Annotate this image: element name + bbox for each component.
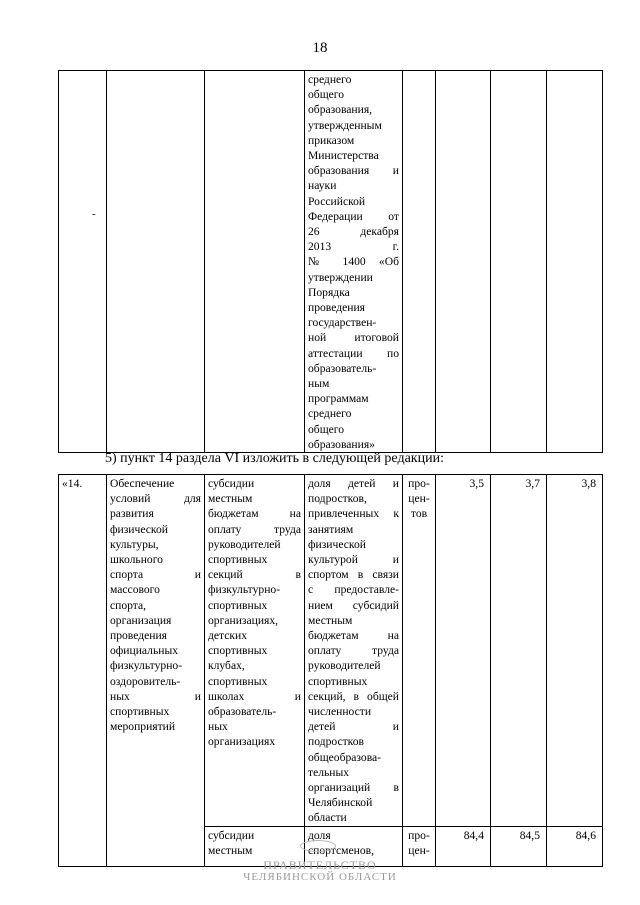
text-line: организациях, bbox=[208, 613, 279, 627]
text-line: руководителей bbox=[208, 537, 281, 551]
text-line: образователь- bbox=[208, 705, 277, 719]
text-line: физической bbox=[308, 537, 366, 551]
top-table-subsidy-cell bbox=[205, 71, 305, 453]
text-line: общего bbox=[308, 88, 345, 102]
text-line: организациях bbox=[208, 735, 276, 749]
page-number: 18 bbox=[312, 40, 328, 56]
text-line: субсидии bbox=[208, 477, 255, 490]
text-line: с предоставле- bbox=[308, 583, 399, 597]
text-line: местным bbox=[208, 492, 253, 506]
unit-cell bbox=[403, 475, 436, 827]
text-line: среднего bbox=[308, 407, 352, 421]
text-line: про- bbox=[408, 828, 430, 842]
text-line: государствен- bbox=[308, 316, 377, 330]
text-line: организаций в bbox=[308, 781, 399, 795]
text-line: ных bbox=[208, 720, 228, 734]
text-line: утвержденным bbox=[308, 118, 382, 132]
text-line: спортом в связи bbox=[308, 568, 399, 582]
text-line: секций, в общей bbox=[308, 689, 399, 703]
text-line: спортивных bbox=[208, 598, 268, 612]
text-line: развития bbox=[110, 507, 154, 521]
text-line: школьного bbox=[110, 553, 163, 567]
text-line: занятиям bbox=[308, 522, 354, 536]
text-line: среднего bbox=[308, 73, 352, 86]
value-cell bbox=[491, 475, 547, 827]
text-line: школах и bbox=[208, 689, 301, 703]
text-line: 26 декабря bbox=[308, 225, 399, 239]
text-line: физической bbox=[110, 522, 168, 536]
value: 84,6 bbox=[575, 828, 596, 842]
text-line: мероприятий bbox=[110, 720, 176, 734]
text-line: тельных bbox=[308, 765, 350, 779]
text-line: местным bbox=[308, 613, 353, 627]
text-line: спортивных bbox=[110, 705, 170, 719]
text-line: Федерации от bbox=[308, 209, 399, 223]
value-cell bbox=[436, 475, 491, 827]
top-table-unit-cell bbox=[403, 71, 436, 453]
text-line: субсидии bbox=[208, 828, 255, 842]
text-line: проведения bbox=[110, 629, 167, 643]
text-line: подростков bbox=[308, 735, 364, 749]
top-table-fragment bbox=[58, 70, 603, 453]
instruction-text: 5) пункт 14 раздела VI изложить в следующей редакции: bbox=[105, 451, 444, 466]
value: 3,7 bbox=[525, 477, 540, 490]
text-line: подростков, bbox=[308, 492, 367, 506]
text-line: оплату труда bbox=[308, 644, 399, 658]
text-line: местным bbox=[208, 843, 253, 857]
text-line: про- bbox=[408, 477, 430, 490]
text-line: официальных bbox=[110, 644, 179, 658]
text-line: области bbox=[308, 811, 347, 825]
text-line: спортивных bbox=[208, 553, 268, 567]
text-line: физкультурно- bbox=[208, 583, 281, 597]
text-line: № 1400 «Об bbox=[308, 255, 399, 269]
text-line: спортивных bbox=[208, 644, 268, 658]
text-line: секций в bbox=[208, 568, 301, 582]
top-table-indicator-cell bbox=[305, 71, 403, 453]
stamp-ring-icon bbox=[300, 840, 336, 852]
text-line: образования и bbox=[308, 164, 399, 178]
text-line: утверждении bbox=[308, 270, 373, 284]
text-line: образователь- bbox=[308, 361, 377, 375]
value-cell bbox=[547, 475, 603, 827]
value: 84,4 bbox=[463, 828, 484, 842]
text-line: приказом bbox=[308, 133, 355, 147]
text-line: нием субсидий bbox=[308, 598, 399, 612]
top-table-value-cell-3 bbox=[547, 71, 603, 453]
text-line: детских bbox=[208, 629, 248, 643]
text-line: детей и bbox=[308, 720, 399, 734]
top-table-number-cell bbox=[59, 71, 107, 453]
text-line: доля детей и bbox=[308, 477, 399, 490]
text-line: оплату труда bbox=[208, 522, 301, 536]
text-line: бюджетам на bbox=[308, 629, 399, 643]
value: 3,5 bbox=[469, 477, 484, 490]
value: 84,5 bbox=[519, 828, 540, 842]
top-table-task-cell bbox=[107, 71, 205, 453]
text-line: ным bbox=[308, 377, 330, 391]
text-line: Российской bbox=[308, 194, 366, 208]
text-line: общеобразова- bbox=[308, 750, 382, 764]
text-line: спорта и bbox=[110, 568, 201, 582]
text-line: цен- bbox=[408, 843, 430, 857]
text-line: ных и bbox=[110, 689, 201, 703]
text-line: спорта, bbox=[110, 598, 147, 612]
text-line: условий для bbox=[110, 492, 201, 506]
text-line: образования, bbox=[308, 103, 373, 117]
text-line: Челябинской bbox=[308, 796, 373, 810]
row-number-cell bbox=[59, 475, 107, 867]
text-line: тов bbox=[410, 507, 428, 521]
subsidy-cell bbox=[205, 475, 305, 827]
stamp-line-2: ЧЕЛЯБИНСКОЙ ОБЛАСТИ bbox=[243, 871, 397, 883]
task-cell bbox=[107, 475, 205, 867]
text-line: проведения bbox=[308, 301, 365, 315]
stamp-line-1: ПРАВИТЕЛЬСТВО bbox=[263, 858, 377, 872]
row-number: «14. bbox=[62, 477, 83, 490]
text-line: массового bbox=[110, 583, 160, 597]
indicator-cell bbox=[305, 475, 403, 827]
table-row bbox=[59, 475, 603, 827]
text-line: культурой и bbox=[308, 553, 399, 567]
text-line: цен- bbox=[408, 492, 430, 506]
top-table-value-cell-1 bbox=[436, 71, 491, 453]
text-line: руководителей bbox=[308, 659, 381, 673]
text-line: численности bbox=[308, 705, 372, 719]
text-line: Порядка bbox=[308, 285, 350, 299]
text-line: общего bbox=[308, 422, 345, 436]
dash-mark: - bbox=[92, 208, 96, 220]
value: 3,8 bbox=[581, 477, 596, 490]
text-line: физкультурно- bbox=[110, 659, 183, 673]
text-line: культуры, bbox=[110, 537, 159, 551]
text-line: программам bbox=[308, 392, 369, 406]
text-line: бюджетам на bbox=[208, 507, 301, 521]
text-line: привлеченных к bbox=[308, 507, 399, 521]
text-line: спортивных bbox=[208, 674, 268, 688]
top-table-value-cell-2 bbox=[491, 71, 547, 453]
text-line: спортивных bbox=[308, 674, 368, 688]
text-line: Министерства bbox=[308, 149, 379, 163]
main-table bbox=[58, 474, 603, 867]
text-line: оздоровитель- bbox=[110, 674, 181, 688]
text-line: клубах, bbox=[208, 659, 245, 673]
text-line: ной итоговой bbox=[308, 331, 399, 345]
text-line: аттестации по bbox=[308, 346, 399, 360]
text-line: образования» bbox=[308, 437, 375, 451]
text-line: организация bbox=[110, 613, 172, 627]
text-line: спортсменов, bbox=[308, 843, 375, 857]
text-line: 2013 г. bbox=[308, 240, 399, 254]
text-line: Обеспечение bbox=[110, 477, 175, 490]
text-line: доля bbox=[308, 828, 331, 842]
text-line: науки bbox=[308, 179, 337, 193]
